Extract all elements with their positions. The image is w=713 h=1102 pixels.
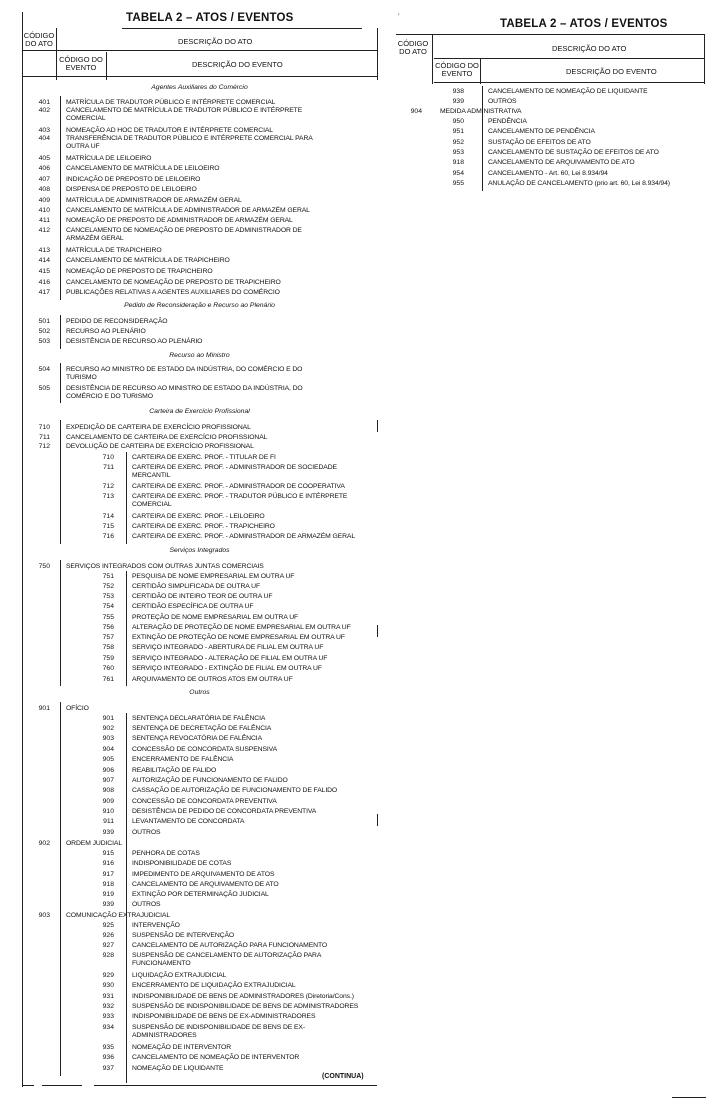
table-title: TABELA 2 – ATOS / EVENTOS xyxy=(126,12,294,24)
ato-description: OFÍCIO xyxy=(66,705,89,712)
evento-code: 928 xyxy=(102,952,114,959)
evento-code: 907 xyxy=(102,777,114,784)
ato-description: PUBLICAÇÕES RELATIVAS A AGENTES AUXILIARES DO COMÉRCIO xyxy=(66,289,280,296)
col-divider-right xyxy=(704,34,705,84)
evento-code: 903 xyxy=(102,735,114,742)
evento-description: CASSAÇÃO DE AUTORIZAÇÃO DE FUNCIONAMENTO DE FALIDO xyxy=(132,787,338,794)
page-corner-line xyxy=(672,1097,706,1098)
evento-code: 716 xyxy=(102,533,114,540)
evento-description: CERTIDÃO ESPECÍFICA DE OUTRA UF xyxy=(132,603,254,610)
ato-description: CANCELAMENTO DE NOMEAÇÃO DE PREPOSTO DE TRAPICHEIRO xyxy=(66,279,281,286)
evento-description: PESQUISA DE NOME EMPRESARIAL EM OUTRA UF xyxy=(132,573,295,580)
right-edge-mark xyxy=(377,420,378,432)
evento-description: OUTROS xyxy=(132,901,161,908)
evento-code: 934 xyxy=(102,1024,114,1031)
evento-description: LEVANTAMENTO DE CONCORDATA xyxy=(132,818,245,825)
evento-code: 760 xyxy=(102,665,114,672)
ato-description: NOMEAÇÃO DE PREPOSTO DE ADMINISTRADOR DE ARMAZÉM GERAL xyxy=(66,217,293,224)
ato-code: 415 xyxy=(38,268,50,275)
evento-description: OUTROS xyxy=(488,98,517,105)
title-underline xyxy=(122,28,362,29)
ato-description: MATRÍCULA DE ADMINISTRADOR DE ARMAZÉM GERAL xyxy=(66,197,242,204)
evento-description: INTERVENÇÃO xyxy=(132,922,180,929)
col-divider-evento xyxy=(106,52,107,80)
header-codigo-ato: CÓDIGO DO ATO xyxy=(397,39,429,56)
ato-description: CANCELAMENTO DE NOMEAÇÃO DE PREPOSTO DE ADMINISTRADOR DE ARMAZÉM GERAL xyxy=(66,227,302,242)
evento-description: INDISPONIBILIDADE DE BENS DE EX-ADMINISTRADORES xyxy=(132,1013,316,1020)
evento-description: SUSPENSÃO DE CANCELAMENTO DE AUTORIZAÇÃO PARA FUNCIONAMENTO xyxy=(132,952,322,967)
evento-code: 935 xyxy=(102,1044,114,1051)
evento-code: 955 xyxy=(452,180,464,187)
evento-bar xyxy=(126,571,127,686)
evento-description: CANCELAMENTO DE SUSTAÇÃO DE EFEITOS DE ATO xyxy=(488,149,659,156)
header-descricao-evento: DESCRIÇÃO DO EVENTO xyxy=(566,67,657,76)
ato-description: CANCELAMENTO DE MATRÍCULA DE TRADUTOR PÚBLICO E INTÉRPRETE COMERCIAL xyxy=(66,107,303,122)
evento-description: EXTINÇÃO POR DETERMINAÇÃO JUDICIAL xyxy=(132,891,269,898)
ato-code: 501 xyxy=(38,318,50,325)
ato-bar xyxy=(60,702,61,1076)
evento-description: SUSTAÇÃO DE EFEITOS DE ATO xyxy=(488,139,591,146)
evento-code: 756 xyxy=(102,624,114,631)
ato-description: EXPEDIÇÃO DE CARTEIRA DE EXERCÍCIO PROFISSIONAL xyxy=(66,424,251,431)
evento-description: CARTEIRA DE EXERC. PROF. - LEILOEIRO xyxy=(132,513,265,520)
evento-description: SUSPENSÃO DE INDISPONIBILIDADE DE BENS DE EX- ADMINISTRADORES xyxy=(132,1024,306,1039)
evento-description: CERTIDÃO DE INTEIRO TEOR DE OUTRA UF xyxy=(132,593,273,600)
evento-code: 753 xyxy=(102,593,114,600)
evento-description: CANCELAMENTO DE ARQUIVAMENTO DE ATO xyxy=(132,881,279,888)
evento-code: 932 xyxy=(102,1003,114,1010)
section-heading: Pedido de Reconsideração e Recurso ao Plenário xyxy=(124,302,275,309)
header-codigo-ato: CÓDIGO DO ATO xyxy=(23,31,55,48)
evento-code: 715 xyxy=(102,523,114,530)
evento-code: 713 xyxy=(102,493,114,500)
ato-bar xyxy=(60,560,61,686)
evento-code: 905 xyxy=(102,756,114,763)
ato-code: 404 xyxy=(38,135,50,142)
ato-description: TRANSFERÊNCIA DE TRADUTOR PÚBLICO E INTÉRPRETE COMERCIAL PARA OUTRA UF xyxy=(66,135,313,150)
evento-code: 918 xyxy=(102,881,114,888)
evento-code: 714 xyxy=(102,513,114,520)
evento-code: 711 xyxy=(103,464,114,471)
evento-code: 933 xyxy=(102,1013,114,1020)
evento-description: LIQUIDAÇÃO EXTRAJUDICIAL xyxy=(132,972,227,979)
section-heading: Outros xyxy=(189,689,210,696)
ato-bar xyxy=(60,96,61,300)
bottom-line xyxy=(94,1085,377,1086)
ato-code: 712 xyxy=(38,443,50,450)
col-divider-evento xyxy=(480,58,481,84)
evento-code: 754 xyxy=(102,603,114,610)
ato-code: 403 xyxy=(38,127,50,134)
evento-description: CARTEIRA DE EXERC. PROF. - ADMINISTRADOR DE COOPERATIVA xyxy=(132,483,345,490)
evento-code: 710 xyxy=(102,454,114,461)
evento-code: 936 xyxy=(102,1054,114,1061)
evento-code: 915 xyxy=(102,850,114,857)
evento-code: 909 xyxy=(102,798,114,805)
evento-description: CANCELAMENTO DE PENDÊNCIA xyxy=(488,128,595,135)
right-table xyxy=(396,0,704,200)
bottom-line xyxy=(42,1085,82,1086)
header-descricao-evento: DESCRIÇÃO DO EVENTO xyxy=(192,60,283,69)
evento-description: SUSPENSÃO DE INTERVENÇÃO xyxy=(132,932,235,939)
ato-description: CANCELAMENTO DE MATRÍCULA DE ADMINISTRADOR DE ARMAZÉM GERAL xyxy=(66,207,310,214)
col-divider-ato xyxy=(432,34,433,84)
right-edge-mark xyxy=(377,814,378,826)
evento-description: CANCELAMENTO DE ARQUIVAMENTO DE ATO xyxy=(488,159,635,166)
evento-description: CANCELAMENTO DE NOMEAÇÃO DE INTERVENTOR xyxy=(132,1054,300,1061)
evento-code: 917 xyxy=(102,871,114,878)
evento-description: EXTINÇÃO DE PROTEÇÃO DE NOME EMPRESARIAL EM OUTRA UF xyxy=(132,634,345,641)
evento-code: 938 xyxy=(452,88,464,95)
ato-code: 902 xyxy=(38,840,50,847)
ato-code: 416 xyxy=(38,279,50,286)
evento-description: ALTERAÇÃO DE PROTEÇÃO DE NOME EMPRESARIAL EM OUTRA UF xyxy=(132,624,351,631)
evento-description: CONCESSÃO DE CONCORDATA SUSPENSIVA xyxy=(132,746,278,753)
ato-description: DISPENSA DE PREPOSTO DE LEILOEIRO xyxy=(66,186,197,193)
ato-description: RECURSO AO PLENÁRIO xyxy=(66,328,146,335)
evento-description: OUTROS xyxy=(132,829,161,836)
evento-description: INDISPONIBILIDADE DE COTAS xyxy=(132,860,232,867)
evento-bar xyxy=(126,452,127,544)
ato-description: PEDIDO DE RECONSIDERAÇÃO xyxy=(66,318,168,325)
ato-code: 402 xyxy=(38,107,50,114)
ato-bar xyxy=(60,315,61,349)
evento-code: 927 xyxy=(102,942,114,949)
ato-code: 505 xyxy=(38,385,50,392)
evento-description: SENTENÇA DE DECRETAÇÃO DE FALÊNCIA xyxy=(132,725,272,732)
evento-code: 902 xyxy=(102,725,114,732)
evento-description: ENCERRAMENTO DE FALÊNCIA xyxy=(132,756,234,763)
evento-description: CARTEIRA DE EXERC. PROF. - ADMINISTRADOR DE SOCIEDADE MERCANTIL xyxy=(132,464,337,479)
evento-code: 925 xyxy=(102,922,114,929)
evento-code: 939 xyxy=(102,901,114,908)
ato-code: 406 xyxy=(38,165,50,172)
evento-code: 757 xyxy=(102,634,114,641)
evento-description: REABILITAÇÃO DE FALIDO xyxy=(132,767,217,774)
ato-code: 710 xyxy=(38,424,50,431)
section-heading: Serviços Integrados xyxy=(169,547,230,554)
ato-description: INDICAÇÃO DE PREPOSTO DE LEILOEIRO xyxy=(66,176,201,183)
evento-description: PENHORA DE COTAS xyxy=(132,850,200,857)
ato-code: 414 xyxy=(38,257,50,264)
ato-code: 901 xyxy=(38,705,50,712)
header-descricao-ato: DESCRIÇÃO DO ATO xyxy=(178,37,253,46)
ato-code: 502 xyxy=(38,328,50,335)
evento-bar xyxy=(482,86,483,191)
evento-code: 908 xyxy=(102,787,114,794)
section-heading: Agentes Auxiliares do Comércio xyxy=(151,84,248,91)
evento-code: 911 xyxy=(103,818,114,825)
ato-code: 503 xyxy=(38,338,50,345)
evento-description: NOMEAÇÃO DE LIQUIDANTE xyxy=(132,1065,224,1072)
ato-code: 750 xyxy=(38,563,50,570)
header-codigo-evento: CÓDIGO DO EVENTO xyxy=(59,55,103,72)
ato-description: NOMEAÇÃO AD HOC DE TRADUTOR E INTÉRPRETE COMERCIAL xyxy=(66,127,273,134)
ato-description: CANCELAMENTO DE CARTEIRA DE EXERCÍCIO PROFISSIONAL xyxy=(66,434,268,441)
evento-code: 761 xyxy=(102,676,114,683)
ato-description: MATRÍCULA DE LEILOEIRO xyxy=(66,155,152,162)
evento-description: CONCESSÃO DE CONCORDATA PREVENTIVA xyxy=(132,798,277,805)
left-table xyxy=(22,0,377,1090)
evento-description: CARTEIRA DE EXERC. PROF. - TRADUTOR PÚBLICO E INTÉRPRETE COMERCIAL xyxy=(132,493,348,508)
ato-description: MATRÍCULA DE TRAPICHEIRO xyxy=(66,247,162,254)
evento-code: 916 xyxy=(102,860,114,867)
evento-description: INDISPONIBILIDADE DE BENS DE ADMINISTRADORES (Diretoria/Cons.) xyxy=(132,993,354,1000)
evento-code: 952 xyxy=(452,139,464,146)
header-divider xyxy=(22,50,377,51)
header-bottom xyxy=(22,76,377,77)
evento-code: 930 xyxy=(102,982,114,989)
evento-description: ANULAÇÃO DE CANCELAMENTO (prio art. 60, Lei 8.934/94) xyxy=(488,180,670,187)
ato-description: DESISTÊNCIA DE RECURSO AO PLENÁRIO xyxy=(66,338,203,345)
evento-description: CANCELAMENTO DE AUTORIZAÇÃO PARA FUNCIONAMENTO xyxy=(132,942,328,949)
evento-code: 751 xyxy=(102,573,114,580)
ato-code: 408 xyxy=(38,186,50,193)
evento-description: CARTEIRA DE EXERC. PROF. - TRAPICHEIRO xyxy=(132,523,275,530)
evento-code: 758 xyxy=(102,644,114,651)
ato-code: 904 xyxy=(410,108,422,115)
evento-code: 910 xyxy=(102,808,114,815)
evento-code: 931 xyxy=(102,993,114,1000)
evento-description: PENDÊNCIA xyxy=(488,118,527,125)
evento-description: SERVIÇO INTEGRADO - EXTINÇÃO DE FILIAL EM OUTRA UF xyxy=(132,665,322,672)
ato-description: DESISTÊNCIA DE RECURSO AO MINISTRO DE ESTADO DA INDÚSTRIA, DO COMÉRCIO E DO TURISMO xyxy=(66,385,303,400)
evento-description: SUSPENSÃO DE INDISPONIBILIDADE DE BENS DE ADMINISTRADORES xyxy=(132,1003,359,1010)
ato-description: SERVIÇOS INTEGRADOS COM OUTRAS JUNTAS COMERCIAIS xyxy=(66,563,264,570)
ato-code: 411 xyxy=(39,217,50,224)
evento-code: 712 xyxy=(102,483,114,490)
ato-code: 409 xyxy=(38,197,50,204)
evento-code: 939 xyxy=(102,829,114,836)
evento-description: SENTENÇA REVOCATÓRIA DE FALÊNCIA xyxy=(132,735,262,742)
evento-code: 939 xyxy=(452,98,464,105)
evento-code: 918 xyxy=(452,159,464,166)
evento-description: CARTEIRA DE EXERC. PROF. - TITULAR DE FI xyxy=(132,454,276,461)
evento-description: SERVIÇO INTEGRADO - ALTERAÇÃO DE FILIAL EM OUTRA UF xyxy=(132,655,328,662)
ato-description: DEVOLUÇÃO DE CARTEIRA DE EXERCÍCIO PROFISSIONAL xyxy=(66,443,254,450)
evento-code: 937 xyxy=(102,1065,114,1072)
section-heading: Recurso ao Ministro xyxy=(169,352,230,359)
right-edge-mark xyxy=(377,625,378,637)
header-bottom xyxy=(434,82,704,83)
bottom-line xyxy=(22,1085,34,1086)
evento-description: SERVIÇO INTEGRADO - ABERTURA DE FILIAL EM OUTRA UF xyxy=(132,644,324,651)
evento-description: SENTENÇA DECLARATÓRIA DE FALÊNCIA xyxy=(132,715,266,722)
header-divider xyxy=(434,58,704,59)
ato-description: CANCELAMENTO DE MATRÍCULA DE LEILOEIRO xyxy=(66,165,220,172)
ato-code: 903 xyxy=(38,912,50,919)
table-title: TABELA 2 – ATOS / EVENTOS xyxy=(500,18,668,30)
ato-code: 711 xyxy=(39,434,50,441)
ato-code: 407 xyxy=(38,176,50,183)
evento-description: IMPEDIMENTO DE ARQUIVAMENTO DE ATOS xyxy=(132,871,275,878)
evento-description: CANCELAMENTO - Art. 60, Lei 8.934/94 xyxy=(488,170,608,177)
ato-description: RECURSO AO MINISTRO DE ESTADO DA INDÚSTRIA, DO COMÉRCIO E DO TURISMO xyxy=(66,366,303,381)
evento-description: AUTORIZAÇÃO DE FUNCIONAMENTO DE FALIDO xyxy=(132,777,288,784)
evento-code: 906 xyxy=(102,767,114,774)
evento-description: ENCERRAMENTO DE LIQUIDAÇÃO EXTRAJUDICIAL xyxy=(132,982,296,989)
evento-code: 929 xyxy=(102,972,114,979)
ato-code: 504 xyxy=(38,366,50,373)
ato-bar xyxy=(60,420,61,544)
title-underline xyxy=(396,34,704,35)
evento-code: 901 xyxy=(102,715,114,722)
evento-code: 953 xyxy=(452,149,464,156)
evento-code: 752 xyxy=(102,583,114,590)
ato-code: 413 xyxy=(38,247,50,254)
evento-description: CANCELAMENTO DE NOMEAÇÃO DE LIQUIDANTE xyxy=(488,88,648,95)
evento-description: CARTEIRA DE EXERC. PROF. - ADMINISTRADOR DE ARMAZÉM GERAL xyxy=(132,533,356,540)
evento-code: 755 xyxy=(102,614,114,621)
ato-description: MEDIDA ADMINISTRATIVA xyxy=(440,108,522,115)
scan-mark: ʼ xyxy=(398,14,400,21)
ato-code: 401 xyxy=(38,99,50,106)
evento-bar xyxy=(126,713,127,1083)
evento-code: 919 xyxy=(102,891,114,898)
ato-description: COMUNICAÇÃO EXTRAJUDICIAL xyxy=(66,912,170,919)
section-heading: Carteira de Exercício Profissional xyxy=(149,408,250,415)
ato-bar xyxy=(60,363,61,403)
evento-code: 759 xyxy=(102,655,114,662)
evento-code: 904 xyxy=(102,746,114,753)
evento-code: 926 xyxy=(102,932,114,939)
ato-code: 417 xyxy=(38,289,50,296)
evento-description: ARQUIVAMENTO DE OUTROS ATOS EM OUTRA UF xyxy=(132,676,293,683)
evento-code: 954 xyxy=(452,170,464,177)
header-codigo-evento: CÓDIGO DO EVENTO xyxy=(435,61,479,78)
evento-description: CERTIDÃO SIMPLIFICADA DE OUTRA UF xyxy=(132,583,261,590)
ato-description: NOMEAÇÃO DE PREPOSTO DE TRAPICHEIRO xyxy=(66,268,213,275)
evento-code: 950 xyxy=(452,118,464,125)
evento-description: NOMEAÇÃO DE INTERVENTOR xyxy=(132,1044,232,1051)
ato-code: 412 xyxy=(38,227,50,234)
evento-code: 951 xyxy=(452,128,464,135)
ato-description: CANCELAMENTO DE MATRÍCULA DE TRAPICHEIRO xyxy=(66,257,230,264)
evento-description: PROTEÇÃO DE NOME EMPRESARIAL EM OUTRA UF xyxy=(132,614,299,621)
header-descricao-ato: DESCRIÇÃO DO ATO xyxy=(552,44,627,53)
ato-code: 405 xyxy=(38,155,50,162)
col-divider-right xyxy=(377,28,378,80)
continua-label: (CONTINUA) xyxy=(322,1073,364,1080)
ato-description: ORDEM JUDICIAL xyxy=(66,840,123,847)
ato-code: 410 xyxy=(38,207,50,214)
evento-description: DESISTÊNCIA DE PEDIDO DE CONCORDATA PREVENTIVA xyxy=(132,808,317,815)
ato-description: MATRÍCULA DE TRADUTOR PÚBLICO E INTÉRPRETE COMERCIAL xyxy=(66,99,276,106)
col-divider-code xyxy=(56,28,57,80)
